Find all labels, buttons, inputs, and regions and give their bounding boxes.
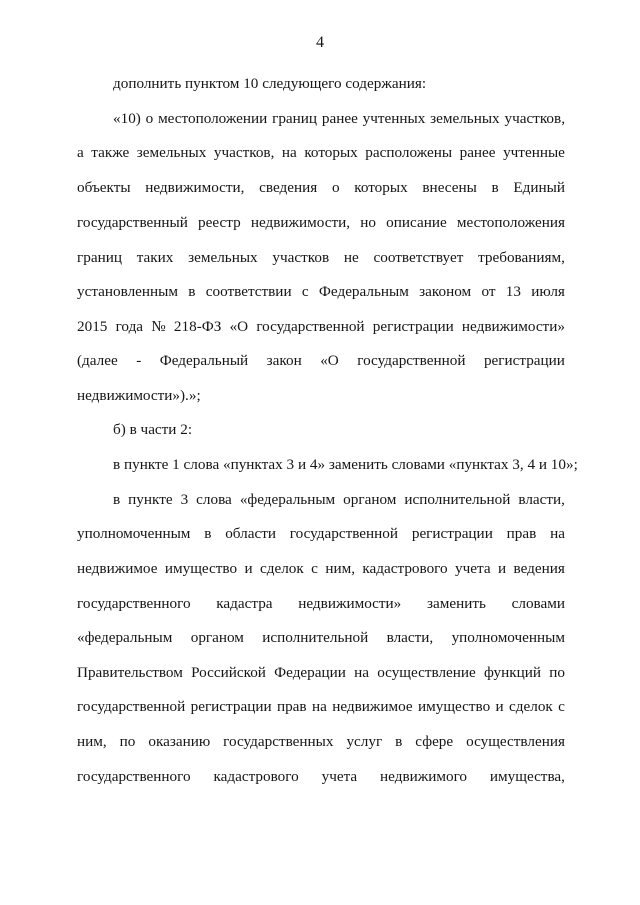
word: осуществления: [466, 733, 565, 750]
word: на: [311, 698, 327, 715]
word: недвижимости,: [145, 179, 245, 196]
word: власти,: [386, 629, 434, 646]
word: осуществление: [377, 664, 476, 681]
word: местоположении: [158, 110, 268, 127]
word: Федеральный: [159, 352, 249, 369]
word: недвижимое: [332, 698, 413, 715]
word: ведения: [513, 560, 565, 577]
word: границ: [272, 110, 318, 127]
text-line: [77, 352, 565, 370]
word: имущество: [418, 698, 491, 715]
word: №: [151, 318, 166, 335]
text-line: недвижимости»).»;: [77, 387, 201, 404]
word: и: [497, 560, 507, 577]
word: закон: [266, 352, 302, 369]
word: государственного: [77, 768, 191, 785]
text-line: [77, 179, 565, 197]
word: земельных: [136, 144, 207, 161]
word: уполномоченным: [77, 525, 191, 542]
word: прав: [506, 525, 537, 542]
word: прав: [276, 698, 307, 715]
word: имущества,: [489, 768, 565, 785]
text-line: [77, 214, 565, 232]
word: (далее: [77, 352, 118, 369]
word: Федеральным: [318, 283, 409, 300]
text-line: дополнить пунктом 10 следующего содержания:: [113, 75, 427, 92]
word: органом: [190, 629, 244, 646]
text-line: [77, 525, 565, 543]
word: слова: [196, 491, 232, 508]
word: заменить: [426, 595, 486, 612]
word: 3: [180, 491, 189, 508]
word: кадастра: [216, 595, 273, 612]
word: Единый: [513, 179, 565, 196]
text-line: [113, 110, 565, 128]
word: государственной: [77, 698, 186, 715]
word: исполнительной: [404, 491, 511, 508]
word: установленным: [77, 283, 178, 300]
word: сделок: [509, 698, 553, 715]
text-line: [77, 560, 565, 578]
page-number: 4: [316, 34, 324, 51]
text-line: [77, 664, 565, 682]
word: с: [558, 698, 565, 715]
text-line: [77, 595, 565, 613]
word: а: [77, 144, 84, 161]
word: органом: [343, 491, 397, 508]
word: ранее: [321, 110, 358, 127]
word: учтенные: [503, 144, 565, 161]
word: Правительством: [77, 664, 183, 681]
word: соответствует: [373, 249, 464, 266]
word: не: [343, 249, 359, 266]
word: регистрации: [483, 352, 565, 369]
word: участков: [272, 249, 330, 266]
word: пункте: [128, 491, 173, 508]
word: границ: [77, 249, 122, 266]
word: «О: [229, 318, 249, 335]
word: кадастрового: [213, 768, 299, 785]
word: 13: [505, 283, 521, 300]
word: земельных: [188, 249, 258, 266]
word: сфере: [415, 733, 454, 750]
word: в: [188, 283, 196, 300]
word: земельных: [430, 110, 500, 127]
word: о: [145, 110, 154, 127]
word: года: [115, 318, 144, 335]
word: в: [113, 491, 121, 508]
word: ним,: [325, 560, 355, 577]
word: недвижимости»: [298, 595, 402, 612]
word: регистрации: [372, 318, 454, 335]
word: сведения: [259, 179, 318, 196]
text-line: [77, 733, 565, 751]
word: власти,: [518, 491, 565, 508]
word: «федеральным: [77, 629, 173, 646]
word: оказанию: [148, 733, 211, 750]
word: государственного: [77, 595, 191, 612]
word: от: [481, 283, 496, 300]
text-line: в пункте 1 слова «пунктах 3 и 4» заменить словами «пунктах 3, 4 и 10»;: [113, 456, 578, 473]
word: ним,: [77, 733, 107, 750]
word: -: [136, 352, 142, 369]
text-line: [77, 698, 565, 716]
word: участков,: [213, 144, 275, 161]
word: имущество: [164, 560, 238, 577]
text-line: [113, 491, 565, 509]
word: с: [301, 283, 309, 300]
text-line: [77, 318, 565, 336]
word: по: [119, 733, 136, 750]
word: государственный: [77, 214, 188, 231]
word: сделок: [260, 560, 304, 577]
text-line: [77, 768, 565, 786]
word: требованиям,: [478, 249, 565, 266]
word: недвижимого: [380, 768, 468, 785]
word: местоположения: [456, 214, 565, 231]
word: государственной: [256, 318, 365, 335]
word: области: [225, 525, 276, 542]
word: «О: [320, 352, 339, 369]
word: также: [91, 144, 130, 161]
word: учета: [455, 560, 491, 577]
word: словами: [511, 595, 565, 612]
word: расположены: [365, 144, 453, 161]
word: недвижимости,: [250, 214, 351, 231]
word: в: [204, 525, 212, 542]
word: которых: [354, 179, 408, 196]
word: внесены: [422, 179, 477, 196]
word: объекты: [77, 179, 131, 196]
word: «10): [113, 110, 141, 127]
word: уполномоченным: [451, 629, 565, 646]
word: ранее: [459, 144, 496, 161]
word: по: [549, 664, 565, 681]
word: на: [281, 144, 297, 161]
word: функций: [484, 664, 541, 681]
word: и: [495, 698, 504, 715]
word: которых: [304, 144, 358, 161]
word: регистрации: [411, 525, 493, 542]
word: кадастрового: [362, 560, 448, 577]
word: в: [395, 733, 403, 750]
word: но: [360, 214, 376, 231]
word: реестр: [198, 214, 241, 231]
word: соответствии: [205, 283, 292, 300]
word: июля: [531, 283, 565, 300]
word: и: [244, 560, 253, 577]
word: «федеральным: [239, 491, 336, 508]
text-line: [77, 283, 565, 301]
word: Федерации: [274, 664, 346, 681]
word: недвижимости»: [461, 318, 565, 335]
text-line: [77, 629, 565, 647]
word: 2015: [77, 318, 108, 335]
word: на: [354, 664, 369, 681]
word: законом: [419, 283, 472, 300]
word: исполнительной: [262, 629, 369, 646]
word: о: [331, 179, 340, 196]
word: описание: [386, 214, 447, 231]
word: учета: [321, 768, 358, 785]
word: Российской: [191, 664, 266, 681]
word: недвижимое: [77, 560, 158, 577]
text-line: б) в части 2:: [113, 421, 193, 438]
word: регистрации: [190, 698, 272, 715]
word: государственной: [357, 352, 466, 369]
word: 218-ФЗ: [173, 318, 222, 335]
text-line: [77, 144, 565, 162]
word: услуг: [346, 733, 383, 750]
word: таких: [136, 249, 174, 266]
word: с: [311, 560, 318, 577]
word: государственных: [223, 733, 334, 750]
word: в: [491, 179, 499, 196]
word: учтенных: [362, 110, 426, 127]
word: на: [550, 525, 565, 542]
text-line: [77, 249, 565, 267]
word: участков,: [504, 110, 565, 127]
word: государственной: [289, 525, 399, 542]
